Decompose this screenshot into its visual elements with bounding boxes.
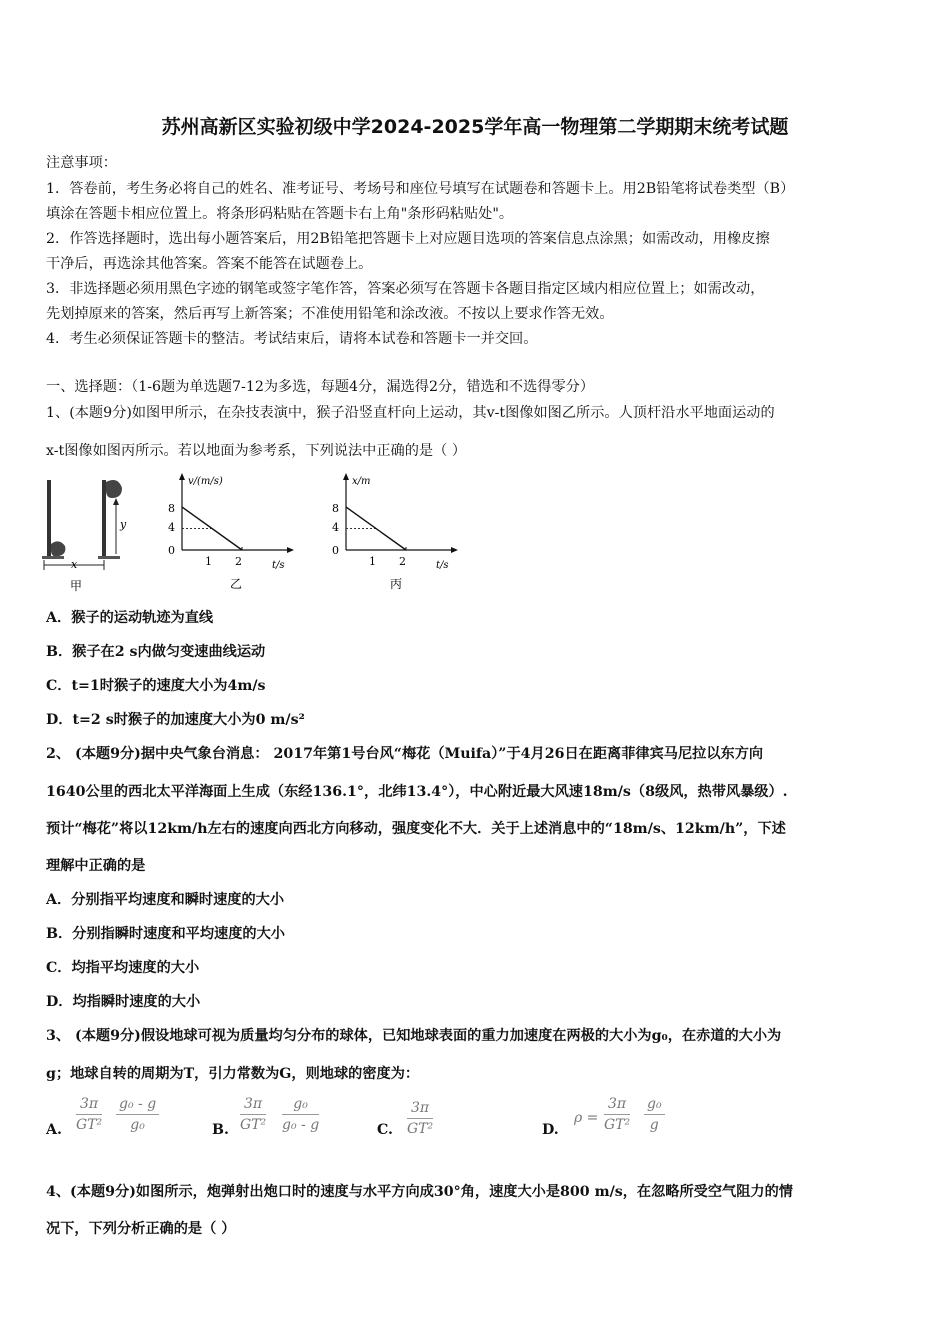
- y-tick-label: 0: [332, 544, 339, 557]
- question-2-text: 2、 (本题9分)据中央气象台消息： 2017年第1号台风“梅花（Muifa）”于4月26日在距离菲律宾马尼拉以东方向: [46, 746, 764, 762]
- option-d-label: D.: [542, 1122, 559, 1138]
- figure-bing: [324, 468, 464, 596]
- fraction: [407, 1100, 433, 1137]
- option-d: D．均指瞬时速度的大小: [46, 994, 201, 1010]
- denominator: g: [649, 1117, 659, 1133]
- formula-option-b: [212, 1096, 362, 1146]
- question-3-text: 3、 (本题9分)假设地球可视为质量均匀分布的球体，已知地球表面的重力加速度在两极的大小为g₀，在赤道的大小为: [46, 1028, 782, 1044]
- fraction: [116, 1096, 159, 1133]
- y-tick-label: 4: [168, 521, 175, 534]
- option-c: C．均指平均速度的大小: [46, 960, 200, 976]
- fraction: [282, 1096, 319, 1133]
- question-4-text: 况下，下列分析正确的是（ ）: [46, 1221, 236, 1237]
- formula-option-d: [542, 1096, 692, 1146]
- numerator: 3π: [76, 1096, 102, 1115]
- notice-line: 填涂在答题卡相应位置上。将条形码粘贴在答题卡右上角"条形码粘贴处"。: [46, 206, 514, 222]
- option-b: B．分别指瞬时速度和平均速度的大小: [46, 926, 285, 942]
- question-2-text: 预计“梅花”将以12km/h左右的速度向西北方向移动，强度变化不大．关于上述消息中的“18m/s、12km/h”，下述: [46, 821, 786, 837]
- fraction: [644, 1096, 665, 1133]
- denominator: GT²: [76, 1117, 103, 1133]
- numerator: 3π: [604, 1096, 630, 1115]
- notice-line: 3．非选择题必须用黑色字迹的钢笔或签字笔作答，答案必须写在答题卡各题目指定区域内相应位置上；如需改动，: [46, 281, 765, 297]
- figure-jia-y-label: y: [120, 518, 127, 531]
- fraction: [604, 1096, 630, 1133]
- x-tick-label: 1: [205, 555, 212, 568]
- option-b: B．猴子在2 s内做匀变速曲线运动: [46, 644, 266, 660]
- page-title: 苏州高新区实验初级中学2024-2025学年高一物理第二学期期末统考试题: [161, 116, 789, 138]
- figure-yi-caption: 乙: [230, 577, 243, 591]
- figure-yi: [160, 468, 300, 596]
- section-heading: 一、选择题：（1-6题为单选题7-12为多选，每题4分，漏选得2分，错选和不选得零分）: [46, 379, 595, 395]
- fraction: [240, 1096, 266, 1133]
- numerator: g₀: [644, 1096, 665, 1115]
- option-a-label: A.: [46, 1122, 62, 1138]
- option-d: D．t=2 s时猴子的加速度大小为0 m/s²: [46, 712, 305, 728]
- numerator: g₀: [282, 1096, 319, 1115]
- option-c: C．t=1时猴子的速度大小为4m/s: [46, 678, 266, 694]
- denominator: GT²: [240, 1117, 267, 1133]
- x-tick-label: 2: [235, 555, 242, 568]
- question-4-text: 4、(本题9分)如图所示，炮弹射出炮口时的速度与水平方向成30°角，速度大小是800 m/s，在忽略所受空气阻力的情: [46, 1184, 793, 1200]
- notice-line: 2．作答选择题时，选出每小题答案后，用2B铅笔把答题卡上对应题目选项的答案信息点涂黑；如需改动，用橡皮擦: [46, 231, 770, 247]
- formula-option-a: [46, 1096, 196, 1146]
- question-2-text: 理解中正确的是: [46, 858, 146, 874]
- denominator: GT²: [407, 1121, 434, 1137]
- x-tick-label: 1: [369, 555, 376, 568]
- option-a: A．猴子的运动轨迹为直线: [46, 610, 214, 626]
- x-axis-label: t/s: [436, 560, 449, 571]
- denominator: GT²: [604, 1117, 631, 1133]
- numerator: 3π: [407, 1100, 433, 1119]
- fraction: [76, 1096, 102, 1133]
- option-c-label: C.: [377, 1122, 393, 1138]
- option-b-label: B.: [212, 1122, 229, 1138]
- figure-jia-x-label: x: [71, 558, 78, 571]
- question-2-text: 1640公里的西北太平洋海面上生成（东经136.1°，北纬13.4°），中心附近最大风速18m/s（8级风，热带风暴级）.: [46, 784, 788, 800]
- y-axis-label: x/m: [352, 476, 371, 487]
- formula-option-c: [377, 1096, 477, 1146]
- question-3-text: g；地球自转的周期为T，引力常数为G，则地球的密度为：: [46, 1066, 420, 1082]
- y-axis-label: v/(m/s): [188, 476, 223, 487]
- x-tick-label: 2: [399, 555, 406, 568]
- y-tick-label: 4: [332, 521, 339, 534]
- figure-bing-caption: 丙: [390, 577, 403, 591]
- y-tick-label: 8: [168, 502, 175, 515]
- density-symbol: ρ =: [574, 1110, 599, 1126]
- x-axis-label: t/s: [272, 560, 285, 571]
- notice-heading: 注意事项：: [46, 155, 117, 171]
- denominator: g₀ - g: [282, 1117, 320, 1133]
- y-tick-label: 0: [168, 544, 175, 557]
- option-a: A．分别指平均速度和瞬时速度的大小: [46, 892, 285, 908]
- denominator: g₀: [130, 1117, 145, 1133]
- notice-line: 1．答卷前，考生务必将自己的姓名、准考证号、考场号和座位号填写在试题卷和答题卡上。用2B铅笔将试卷类型（B）: [46, 181, 795, 197]
- question-1-text: x-t图像如图丙所示。若以地面为参考系，下列说法中正确的是（ ）: [46, 443, 467, 459]
- y-tick-label: 8: [332, 502, 339, 515]
- notice-line: 干净后，再选涂其他答案。答案不能答在试题卷上。: [46, 256, 373, 272]
- question-1-text: 1、(本题9分)如图甲所示，在杂技表演中，猴子沿竖直杆向上运动，其v-t图像如图乙所示。人顶杆沿水平地面运动的: [46, 405, 775, 421]
- notice-line: 先划掉原来的答案，然后再写上新答案；不准使用铅笔和涂改液。不按以上要求作答无效。: [46, 306, 614, 322]
- numerator: g₀ - g: [116, 1096, 159, 1115]
- numerator: 3π: [240, 1096, 266, 1115]
- notice-line: 4．考生必须保证答题卡的整洁。考试结束后，请将本试卷和答题卡一并交回。: [46, 331, 538, 347]
- figure-jia: [40, 472, 140, 596]
- figure-jia-caption: 甲: [70, 579, 83, 593]
